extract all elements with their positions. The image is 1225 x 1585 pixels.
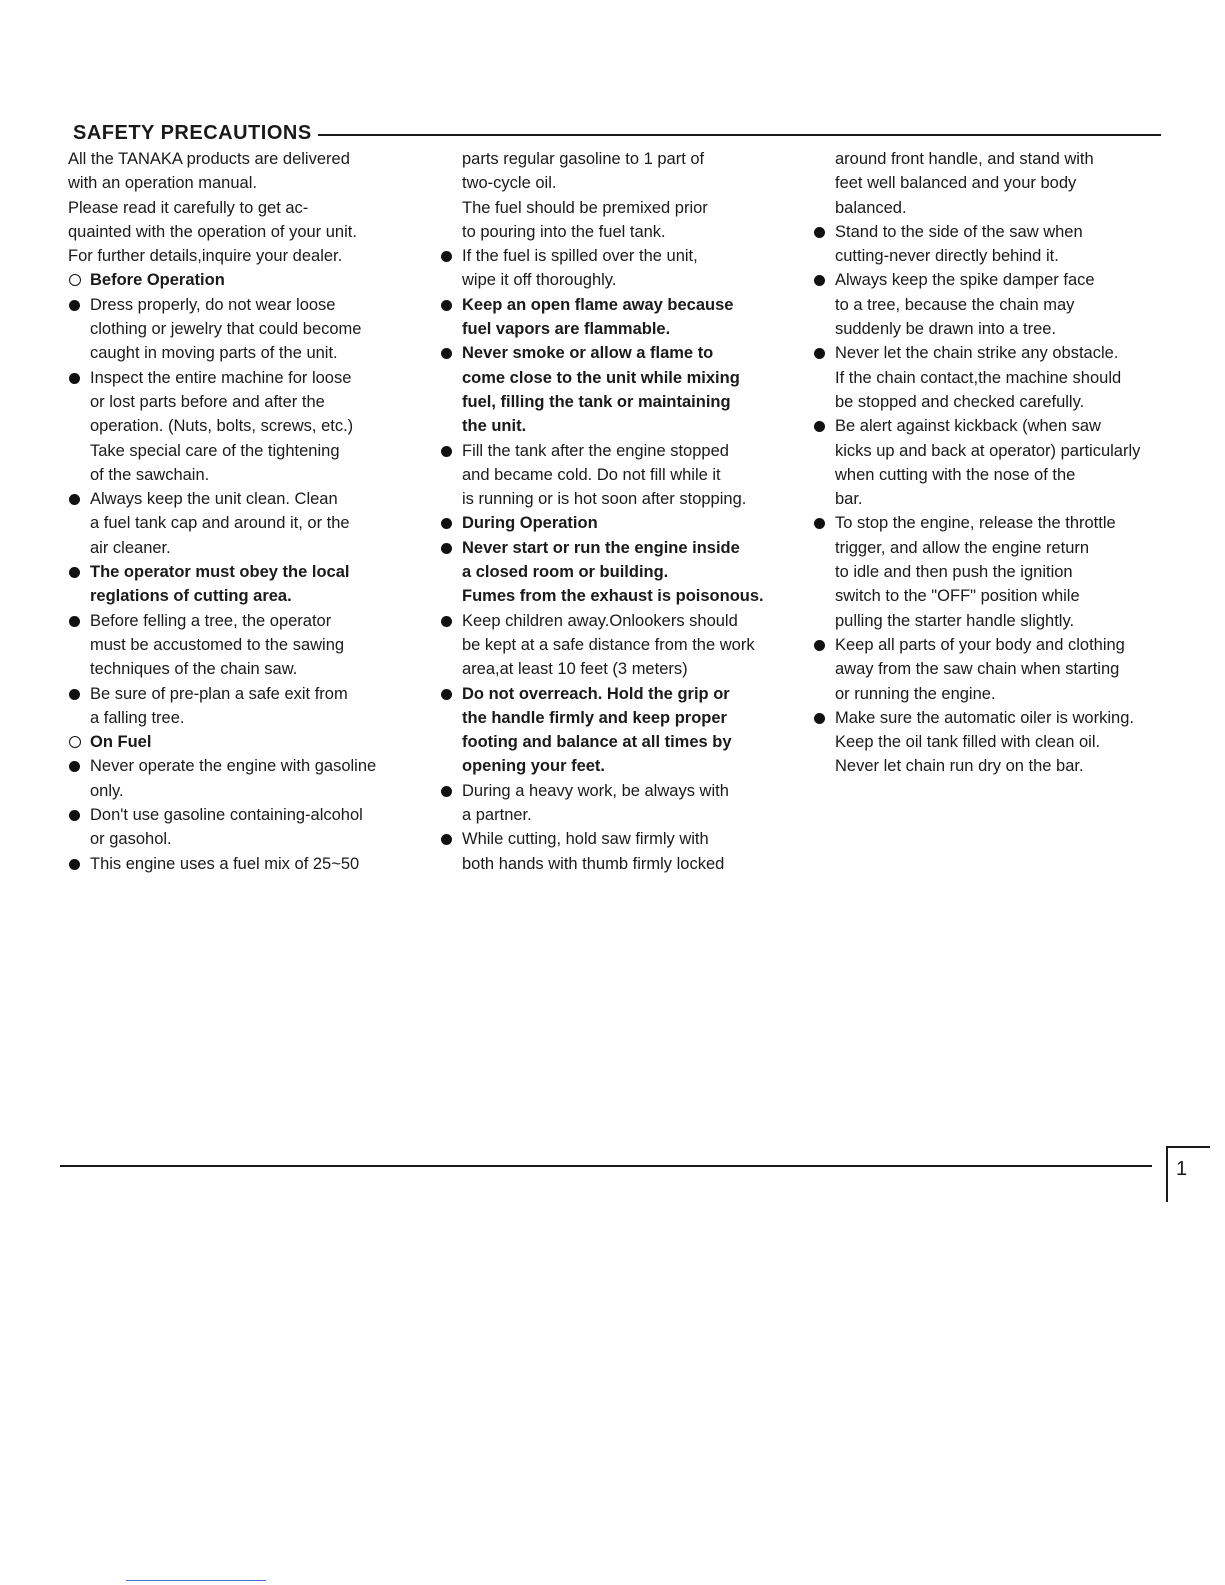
bullet-icon <box>441 786 452 797</box>
footer-link-underline <box>126 1580 266 1581</box>
page-title: SAFETY PRECAUTIONS <box>73 121 312 144</box>
continued-line: two-cycle oil. <box>462 174 557 193</box>
column-1 <box>68 147 413 876</box>
bullet-line: and became cold. Do not fill while it <box>462 465 721 484</box>
bullet-icon <box>441 446 452 457</box>
bullet-line: cutting-never directly behind it. <box>835 247 1059 266</box>
continued-line: feet well balanced and your body <box>835 174 1077 193</box>
bullet-line: or gasohol. <box>90 830 172 849</box>
continued-line: around front handle, and stand with <box>835 150 1094 168</box>
bullet-item: Keep children away.Onlookers should <box>440 609 785 633</box>
bullet-line: a closed room or building. <box>462 563 669 582</box>
page-number: 1 <box>1176 1158 1188 1180</box>
bullet-item: Don't use gasoline containing-alcohol <box>68 803 413 827</box>
bullet-icon <box>814 348 825 359</box>
bullet-line: or lost parts before and after the <box>90 392 325 411</box>
bullet-line: reglations of cutting area. <box>90 587 292 606</box>
intro-line: with an operation manual. <box>68 174 257 193</box>
continued-line: to pouring into the fuel tank. <box>462 222 666 241</box>
bullet-line: Fumes from the exhaust is poisonous. <box>462 587 764 606</box>
bullet-icon <box>814 518 825 529</box>
bullet-line: switch to the "OFF" position while <box>835 587 1080 606</box>
section-on-fuel: On Fuel <box>68 730 413 754</box>
bullet-icon <box>441 251 452 262</box>
bullet-item: Stand to the side of the saw when <box>813 220 1163 244</box>
bullet-line: area,at least 10 feet (3 meters) <box>462 660 688 679</box>
bullet-icon <box>69 761 80 772</box>
bullet-item: Fill the tank after the engine stopped <box>440 439 785 463</box>
bullet-line: both hands with thumb firmly locked <box>462 854 725 873</box>
bullet-line: Keep the oil tank filled with clean oil. <box>835 733 1101 752</box>
bullet-line: trigger, and allow the engine return <box>835 538 1090 557</box>
bullet-line: away from the saw chain when starting <box>835 660 1120 679</box>
bullet-line: suddenly be drawn into a tree. <box>835 320 1057 339</box>
bullet-line: be stopped and checked carefully. <box>835 392 1085 411</box>
bullet-line: must be accustomed to the sawing <box>90 635 345 654</box>
continued-line: parts regular gasoline to 1 part of <box>462 150 705 168</box>
bullet-item: Never operate the engine with gasoline <box>68 754 413 778</box>
bullet-icon <box>814 227 825 238</box>
column-2 <box>440 147 785 876</box>
continued-line: balanced. <box>835 198 907 217</box>
bullet-item: Always keep the spike damper face <box>813 268 1163 292</box>
bullet-line: opening your feet. <box>462 757 606 776</box>
bullet-line: to a tree, because the chain may <box>835 295 1075 314</box>
bullet-icon <box>69 567 80 578</box>
bullet-icon <box>814 275 825 286</box>
bullet-line: when cutting with the nose of the <box>835 465 1076 484</box>
bullet-item: Always keep the unit clean. Clean <box>68 487 413 511</box>
circle-bullet-icon <box>69 274 81 286</box>
bullet-item: Before felling a tree, the operator <box>68 609 413 633</box>
title-rule <box>318 134 1161 136</box>
bullet-line: fuel vapors are flammable. <box>462 320 671 339</box>
bullet-icon <box>814 640 825 651</box>
bullet-item: Be alert against kickback (when saw <box>813 414 1163 438</box>
bullet-icon <box>69 689 80 700</box>
bullet-icon <box>69 810 80 821</box>
bottom-rule <box>60 1165 1152 1167</box>
bullet-line: techniques of the chain saw. <box>90 660 298 679</box>
bullet-item: The operator must obey the local <box>68 560 413 584</box>
bullet-line: If the chain contact,the machine should <box>835 368 1122 387</box>
bullet-item: Inspect the entire machine for loose <box>68 366 413 390</box>
bullet-line: wipe it off thoroughly. <box>462 271 617 290</box>
page-number-bracket-top <box>1166 1146 1210 1148</box>
bullet-line: the handle firmly and keep proper <box>462 708 727 727</box>
bullet-icon <box>441 300 452 311</box>
bullet-line: Never let chain run dry on the bar. <box>835 757 1084 776</box>
intro-line: For further details,inquire your dealer. <box>68 247 343 266</box>
bullet-icon <box>441 543 452 554</box>
bullet-line: only. <box>90 781 124 800</box>
title-row <box>73 119 1161 147</box>
bullet-item: If the fuel is spilled over the unit, <box>440 244 785 268</box>
section-during-operation: During Operation <box>440 511 785 535</box>
bullet-item: Dress properly, do not wear loose <box>68 293 413 317</box>
bullet-item: Never start or run the engine inside <box>440 536 785 560</box>
page-number-bracket <box>1166 1146 1168 1202</box>
bullet-line: pulling the starter handle slightly. <box>835 611 1075 630</box>
bullet-icon <box>69 300 80 311</box>
bullet-line: clothing or jewelry that could become <box>90 320 362 339</box>
bullet-line: operation. (Nuts, bolts, screws, etc.) <box>90 417 354 436</box>
intro-line: quainted with the operation of your unit. <box>68 222 357 241</box>
bullet-line: a partner. <box>462 806 532 825</box>
bullet-line: come close to the unit while mixing <box>462 368 740 387</box>
bullet-icon <box>441 834 452 845</box>
bullet-icon <box>814 713 825 724</box>
bullet-line: air cleaner. <box>90 538 171 557</box>
bullet-line: bar. <box>835 490 863 509</box>
continued-line: The fuel should be premixed prior <box>462 198 708 217</box>
bullet-line: a falling tree. <box>90 708 185 727</box>
bullet-icon <box>441 348 452 359</box>
bullet-icon <box>69 494 80 505</box>
bullet-item: Keep all parts of your body and clothing <box>813 633 1163 657</box>
bullet-item: Never smoke or allow a flame to <box>440 341 785 365</box>
bullet-item: Do not overreach. Hold the grip or <box>440 682 785 706</box>
bullet-line: be kept at a safe distance from the work <box>462 635 755 654</box>
bullet-item: Keep an open flame away because <box>440 293 785 317</box>
bullet-line: is running or is hot soon after stopping. <box>462 490 747 509</box>
bullet-line: fuel, filling the tank or maintaining <box>462 392 731 411</box>
bullet-line: kicks up and back at operator) particularly <box>835 441 1141 460</box>
column-3 <box>813 147 1163 779</box>
bullet-item: Be sure of pre-plan a safe exit from <box>68 682 413 706</box>
bullet-line: caught in moving parts of the unit. <box>90 344 338 363</box>
bullet-line: of the sawchain. <box>90 465 210 484</box>
bullet-line: footing and balance at all times by <box>462 733 732 752</box>
bullet-icon <box>441 689 452 700</box>
bullet-item: Never let the chain strike any obstacle. <box>813 341 1163 365</box>
bullet-item: Make sure the automatic oiler is working. <box>813 706 1163 730</box>
bullet-line: to idle and then push the ignition <box>835 563 1073 582</box>
bullet-item: While cutting, hold saw firmly with <box>440 827 785 851</box>
circle-bullet-icon <box>69 736 81 748</box>
bullet-icon <box>69 859 80 870</box>
bullet-line: or running the engine. <box>835 684 996 703</box>
section-before-operation: Before Operation <box>68 268 413 292</box>
bullet-line: a fuel tank cap and around it, or the <box>90 514 350 533</box>
bullet-item: To stop the engine, release the throttle <box>813 511 1163 535</box>
bullet-item: During a heavy work, be always with <box>440 779 785 803</box>
intro-line: All the TANAKA products are delivered <box>68 150 350 168</box>
bullet-line: Take special care of the tightening <box>90 441 340 460</box>
bullet-line: the unit. <box>462 417 527 436</box>
bullet-icon <box>814 421 825 432</box>
bullet-icon <box>69 616 80 627</box>
bullet-icon <box>69 373 80 384</box>
bullet-icon <box>441 616 452 627</box>
bullet-icon <box>441 518 452 529</box>
bullet-item: This engine uses a fuel mix of 25~50 <box>68 852 413 876</box>
intro-line: Please read it carefully to get ac- <box>68 198 309 217</box>
